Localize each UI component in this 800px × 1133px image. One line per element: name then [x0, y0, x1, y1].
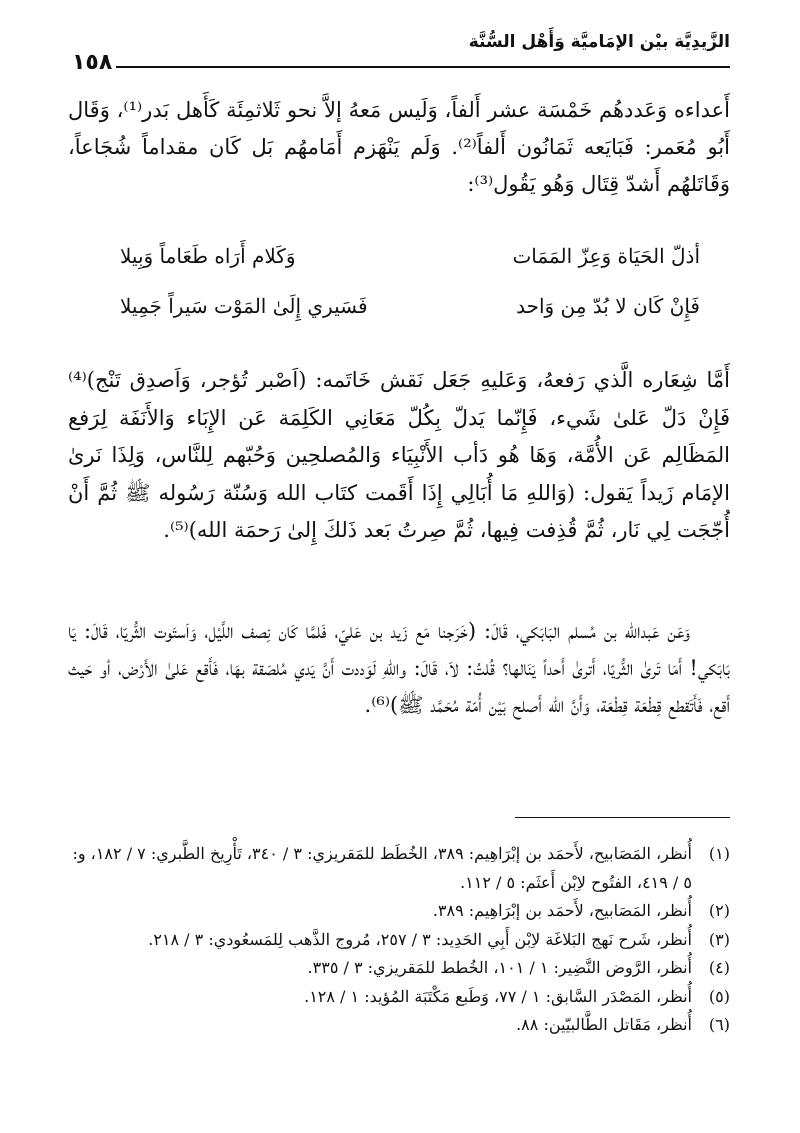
- footnote-number: (١): [708, 844, 730, 863]
- footnote-6: [68, 1011, 730, 1040]
- paragraph-3: وَعَن عَبدالله بن مُسلم البَابَكي، قَالَ: (خَرَجنا مَع زَيد بن عَليّ، فَلمَّا كَان نِصف اللَّيْل، وَاَستَوت الثُّريّا، قَالَ: يَا بَابَكي! أَمَا تَرىٰ الثُّريّا، أَترىٰ أَحداً يَنَالها؟ قُلتُ: لاَ، قَالَ: واللهِ لَوَددت أَنَّ يَدي مُلصَقة بهَا، فَأَقع عَلىٰ الأَرْض، أو حَيث أَقع، فَأَتَقطع قِطْعَة قِطْعَة، وَأَنَّ الله أَصلح بَيْن أُمّة مُحَمَّد ﷺ)⁽⁶⁾.: [68, 619, 730, 717]
- footnote-text: أُنظر، مَقَاتل الطَّالبيّين: ٨٨.: [516, 1015, 692, 1034]
- footnote-4: [68, 954, 730, 983]
- footnote-1: [68, 840, 730, 897]
- footnote-text: أُنظر، المَصَابيح، لأَحمَد بن إبْرَاهِيم: ٣٨٩.: [432, 901, 692, 920]
- footnote-2: [68, 897, 730, 926]
- poem: [120, 244, 700, 344]
- page-number: ١٥٨: [68, 50, 116, 75]
- running-title: الزَّيدِيَّة بيْن الإمَاميَّة وَأَهْل السُّنَّة: [468, 32, 730, 52]
- footnotes: [68, 840, 730, 1040]
- verse-1-first-hemistich: أذلّ الحَيَاة وَعِزّ المَمَات: [512, 244, 700, 268]
- footnote-text: أُنظر، الرَّوض النَّضِير: ١ / ١٠١، الخُطط للمَقريزي: ٣ / ٣٣٥.: [307, 958, 692, 977]
- footnote-number: (٣): [708, 929, 730, 949]
- running-header: [68, 28, 730, 75]
- poem-verse-1: [120, 244, 700, 294]
- paragraph-2: أَمَّا شِعَاره الَّذي رَفعهُ، وَعَليهِ جَعَل نَقش خَاتَمه: (اَصْبر تُؤجر، وَاَصدِق تَنْج)⁽⁴⁾ فَإِنْ دَلّ عَلىٰ شَيء، فَإِنّما يَدلّ بِكُلّ مَعَانِي الكَلِمَة عَن الإِبَاء وَالأَنَفَة لِرَفع المَظَالِم عَن الأُمَّة، وَهَا هُو دَأب الأَنْبِيَاء وَالمُصلحِين وَحُبّهم لِلنَّاس، وَلِذَا نَرىٰ الإمَام زَيداً يَقول: (وَاللهِ مَا أُبَالِي إِذَا أَقَمت كتَاب الله وَسُنّة رَسُوله ﷺ ثُمَّ أَنْ أُجّجَت لِي نَار، ثُمَّ قُذِفت فِيها، ثُمَّ صِرتُ بَعد ذَلكَ إِلىٰ رَحمَة الله)⁽⁵⁾.: [68, 368, 730, 542]
- footnote-number: (٤): [708, 958, 730, 977]
- paragraph-1: أَعداءه وَعَددهُم خَمْسَة عشر أَلفاً، وَلَيس مَعهُ إلاَّ نحو ثَلاثمِئَة كَأَهل بَدر⁽¹⁾، وَقَال أَبُو مُعَمر: فَبَايَعه ثَمَانُون أَلفاً⁽²⁾. وَلَم يَنْهَزم أَمَامهُم بَل كَان مقداماً شُجَاعاً، وَقَاتَلهُم أَشدّ قِتَال وَهُو يَقُول⁽³⁾:: [68, 98, 730, 196]
- footnote-3: [68, 926, 730, 955]
- footnote-text: أُنظر، المَصْدَر السَّابق: ١ / ٧٧، وَطَبع مَكْتَبَة المُؤيد: ١ / ١٢٨.: [304, 986, 692, 1006]
- footnote-separator: [515, 817, 730, 818]
- footnote-text: أُنظر، شَرح نَهج البَلاغَة لاِبْن أَبِي الحَدِيد: ٣ / ٢٥٧، مُروج الذَّهب لِلمَسعُودي: ٣ / ٢١٨.: [148, 929, 692, 949]
- verse-2-first-hemistich: فَإِنْ كَان لا بُدّ مِن وَاحد: [516, 294, 700, 318]
- footnote-number: (٢): [708, 901, 730, 920]
- footnote-number: (٥): [708, 986, 730, 1006]
- verse-1-second-hemistich: وَكَلام أَرَاه طَعَاماً وَبِيلا: [120, 244, 296, 268]
- footnote-5: [68, 983, 730, 1012]
- footnote-number: (٦): [708, 1015, 730, 1034]
- verse-2-second-hemistich: فَسَيري إِلَىٰ المَوْت سَيراً جَمِيلا: [120, 294, 368, 318]
- poem-verse-2: [120, 294, 700, 344]
- main-text: [68, 92, 730, 217]
- footnote-text: أُنظر، المَصَابيح، لأَحمَد بن إبْرَاهِيم: ٣٨٩، الخُطَط للمَقريزي: ٣ / ٣٤٠، تَأْرِيخ الطَّبري: ٧ / ١٨٢، و: ٥ / ٤١٩، الفتُوح لاِبْن أَعثَم: ٥ / ١١٢.: [72, 844, 692, 892]
